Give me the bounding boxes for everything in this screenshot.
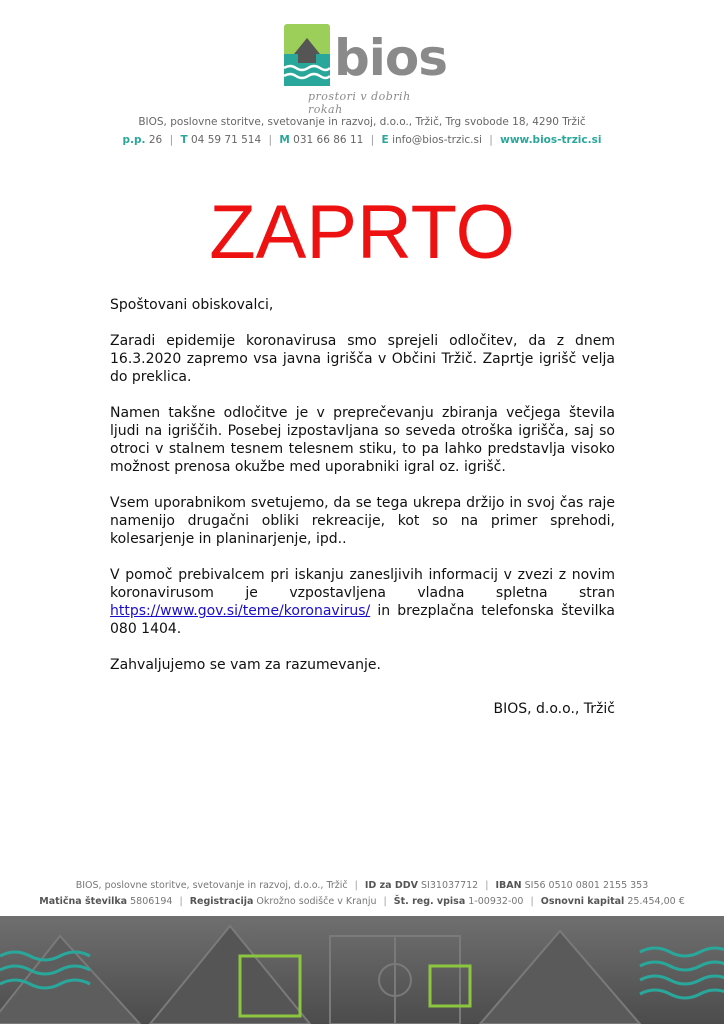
pp-value: 26 (148, 134, 163, 146)
header-address: BIOS, poslovne storitve, svetovanje in razvoj, d.o.o., Tržič, Trg svobode 18, 4290 Tržič (138, 116, 586, 128)
greeting: Spoštovani obiskovalci, (110, 297, 274, 313)
iban-label: IBAN (495, 880, 522, 891)
paragraph-4-start: V pomoč prebivalcem pri iskanju zanesljivih informacij v zvezi z novim koronavirusom je vzpostavljena vladna spletna stran (110, 567, 615, 601)
mat-label: Matična številka (39, 896, 128, 907)
paragraph-4 (110, 566, 615, 638)
iban-value: SI56 0510 0801 2155 353 (524, 880, 649, 891)
paragraph-4-end: in brezplačna telefonska številka 080 1404. (110, 603, 615, 637)
closed-title: ZAPRTO (209, 190, 515, 275)
separator: | (169, 134, 174, 146)
separator: | (383, 896, 387, 907)
header-contacts (0, 134, 724, 146)
logo-tagline: prostori v dobrih rokah (308, 90, 411, 116)
footer-decorative-band (0, 916, 724, 1024)
website-link[interactable]: www.bios-trzic.si (500, 134, 602, 146)
separator: | (489, 134, 493, 146)
gov-link[interactable]: https://www.gov.si/teme/koronavirus/ (110, 603, 371, 619)
paragraph-3: Vsem uporabnikom svetujemo, da se tega ukrepa držijo in svoj čas raje namenijo drugačni obliki rekreacije, kot so na primer sprehodi, kolesarjenje in planinarjenje, ipd.. (110, 495, 615, 547)
paragraph-2: Namen takšne odločitve je v preprečevanju zbiranja večjega števila ljudi na igriščih. Posebej izpostavljana so seveda otroška igrišča, saj so otroci v stalnem tesnem telesnem stiku, to pa lahko predstavlja visoko možnost prenosa okužbe med uporabniki igral oz. igrišč. (110, 405, 615, 475)
reg-value: Okrožno sodišče v Kranju (256, 896, 377, 907)
separator: | (485, 880, 489, 891)
capital-value: 25.454,00 € (627, 896, 685, 907)
logo-wordmark: bios (334, 29, 448, 87)
vpisa-value: 1-00932-00 (468, 896, 524, 907)
footer-company: BIOS, poslovne storitve, svetovanje in razvoj, d.o.o., Tržič (75, 880, 348, 891)
separator: | (354, 880, 358, 891)
signature: BIOS, d.o.o., Tržič (493, 701, 615, 717)
phone-label: T (180, 134, 188, 146)
separator: | (179, 896, 183, 907)
separator: | (370, 134, 375, 146)
footer-line-1 (0, 880, 724, 891)
email-label: E (381, 134, 389, 146)
capital-label: Osnovni kapital (540, 896, 625, 907)
mobile-label: M (279, 134, 290, 146)
phone-value: 04 59 71 514 (191, 134, 262, 146)
paragraph-1: Zaradi epidemije koronavirusa smo sprejeli odločitev, da z dnem 16.3.2020 zapremo vsa javna igrišča v Občini Tržič. Zaprtje igrišč velja do preklica. (110, 333, 615, 385)
vpisa-label: Št. reg. vpisa (393, 896, 466, 907)
ddv-value: SI31037712 (421, 880, 479, 891)
logo-house-icon (284, 24, 330, 86)
reg-label: Registracija (189, 896, 254, 907)
notice-body (110, 296, 615, 736)
decorative-pattern (0, 916, 724, 1024)
email-value[interactable]: info@bios-trzic.si (392, 134, 482, 146)
ddv-label: ID za DDV (364, 880, 418, 891)
mat-value: 5806194 (130, 896, 173, 907)
mobile-value: 031 66 86 11 (293, 134, 364, 146)
footer-line-2 (0, 896, 724, 907)
pp-label: p.p. (122, 134, 146, 146)
separator: | (530, 896, 534, 907)
company-logo (284, 24, 448, 116)
thanks: Zahvaljujemo se vam za razumevanje. (110, 657, 381, 673)
separator: | (268, 134, 273, 146)
